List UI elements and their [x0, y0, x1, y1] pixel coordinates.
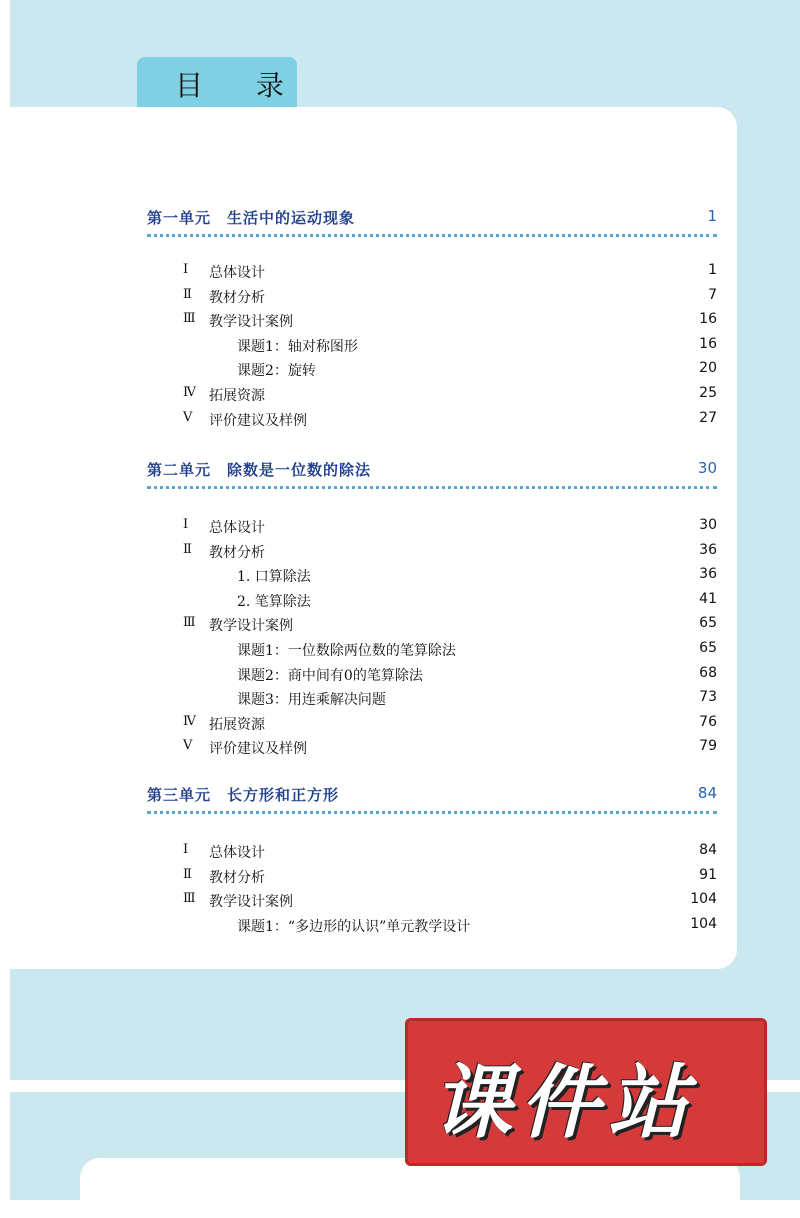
dotted-divider	[147, 486, 717, 489]
toc-entry[interactable]	[147, 689, 717, 713]
entry-label: 1. 口算除法	[237, 569, 311, 586]
entry-page-number: 27	[699, 409, 717, 426]
toc-entry[interactable]	[147, 385, 717, 409]
section-numeral: Ⅰ	[183, 517, 189, 532]
entry-label: 教材分析	[209, 544, 265, 561]
unit-heading-2[interactable]	[147, 459, 717, 489]
toc-entry[interactable]	[147, 517, 717, 541]
entry-label: 教材分析	[209, 289, 265, 306]
section-numeral: Ⅱ	[183, 541, 192, 557]
toc-entry[interactable]	[147, 566, 717, 590]
toc-entry[interactable]	[147, 615, 717, 639]
section-numeral: Ⅳ	[183, 385, 196, 400]
toc-entry[interactable]	[147, 842, 717, 866]
toc-card	[10, 107, 737, 969]
unit-page-number: 1	[707, 207, 717, 225]
watermark-text: 课件站	[432, 1056, 696, 1149]
entry-label: 2. 笔算除法	[237, 593, 311, 610]
entry-page-number: 65	[699, 615, 717, 632]
entry-label: 拓展资源	[209, 388, 265, 404]
entry-label: 课题1：一位数除两位数的笔算除法	[237, 643, 456, 659]
section-numeral: Ⅳ	[183, 713, 196, 729]
section-numeral: Ⅴ	[183, 738, 193, 754]
toc-entry[interactable]	[147, 262, 717, 286]
entry-label: 总体设计	[209, 265, 265, 281]
dotted-divider	[147, 811, 717, 814]
section-numeral: Ⅴ	[183, 409, 193, 425]
entry-page-number: 41	[699, 590, 717, 607]
unit-page-number: 30	[697, 459, 717, 477]
entry-page-number: 7	[708, 286, 717, 303]
toc-entry[interactable]	[147, 714, 717, 738]
entry-label: 教材分析	[209, 869, 265, 886]
toc-entry[interactable]	[147, 410, 717, 434]
unit-title: 第三单元 长方形和正方形	[147, 786, 340, 804]
section-numeral: Ⅲ	[183, 615, 196, 631]
toc-entry[interactable]	[147, 867, 717, 891]
page-title: 目 录	[175, 69, 306, 102]
dotted-divider	[147, 234, 717, 237]
unit-heading-3[interactable]	[147, 784, 717, 814]
entry-page-number: 73	[699, 689, 717, 706]
entry-page-number: 79	[699, 738, 717, 755]
entry-label: 总体设计	[209, 845, 265, 861]
toc-entry[interactable]	[147, 336, 717, 360]
unit-page-number: 84	[697, 784, 717, 802]
entry-label: 教学设计案例	[209, 618, 293, 635]
unit-title: 第二单元 除数是一位数的除法	[147, 461, 372, 479]
toc-entry[interactable]	[147, 640, 717, 664]
toc-entry[interactable]	[147, 542, 717, 566]
entry-page-number: 36	[699, 566, 717, 583]
section-numeral: Ⅲ	[183, 311, 196, 327]
entry-label: 课题2：商中间有0的笔算除法	[237, 667, 423, 684]
entry-page-number: 76	[699, 713, 717, 730]
entry-label: 课题2：旋转	[237, 363, 316, 380]
entry-page-number: 104	[690, 915, 717, 932]
entry-page-number: 84	[699, 842, 717, 858]
entry-label: 拓展资源	[209, 716, 265, 733]
entry-page-number: 25	[699, 385, 717, 401]
entry-label: 评价建议及样例	[209, 741, 307, 758]
toc-entry[interactable]	[147, 738, 717, 762]
entry-label: 教学设计案例	[209, 314, 293, 331]
entry-page-number: 20	[699, 360, 717, 377]
toc-entry[interactable]	[147, 591, 717, 615]
toc-entry[interactable]	[147, 916, 717, 940]
toc-entry[interactable]	[147, 287, 717, 311]
entry-page-number: 16	[699, 335, 717, 352]
entry-page-number: 30	[699, 517, 717, 533]
entry-page-number: 65	[699, 640, 717, 656]
section-numeral: Ⅱ	[183, 286, 192, 302]
entry-page-number: 104	[690, 891, 717, 908]
entry-page-number: 91	[699, 866, 717, 883]
entry-label: 课题3：用连乘解决问题	[237, 692, 386, 709]
section-numeral: Ⅱ	[183, 866, 192, 882]
entry-page-number: 68	[699, 664, 717, 681]
section-numeral: Ⅰ	[183, 262, 189, 277]
section-numeral: Ⅰ	[183, 842, 189, 857]
unit-title: 第一单元 生活中的运动现象	[147, 209, 356, 227]
next-page-card	[80, 1158, 740, 1218]
entry-label: 课题1：轴对称图形	[237, 338, 358, 355]
entry-label: 课题1：“多边形的认识”单元教学设计	[237, 918, 471, 935]
entry-page-number: 1	[708, 262, 717, 278]
entry-page-number: 36	[699, 541, 717, 558]
toc-entry[interactable]	[147, 665, 717, 689]
toc-entry[interactable]	[147, 891, 717, 915]
entry-page-number: 16	[699, 311, 717, 328]
section-numeral: Ⅲ	[183, 891, 196, 907]
entry-label: 评价建议及样例	[209, 412, 307, 429]
toc-entry[interactable]	[147, 311, 717, 335]
toc-entry[interactable]	[147, 360, 717, 384]
unit-heading-1[interactable]	[147, 207, 717, 237]
entry-label: 教学设计案例	[209, 894, 293, 911]
entry-label: 总体设计	[209, 520, 265, 536]
